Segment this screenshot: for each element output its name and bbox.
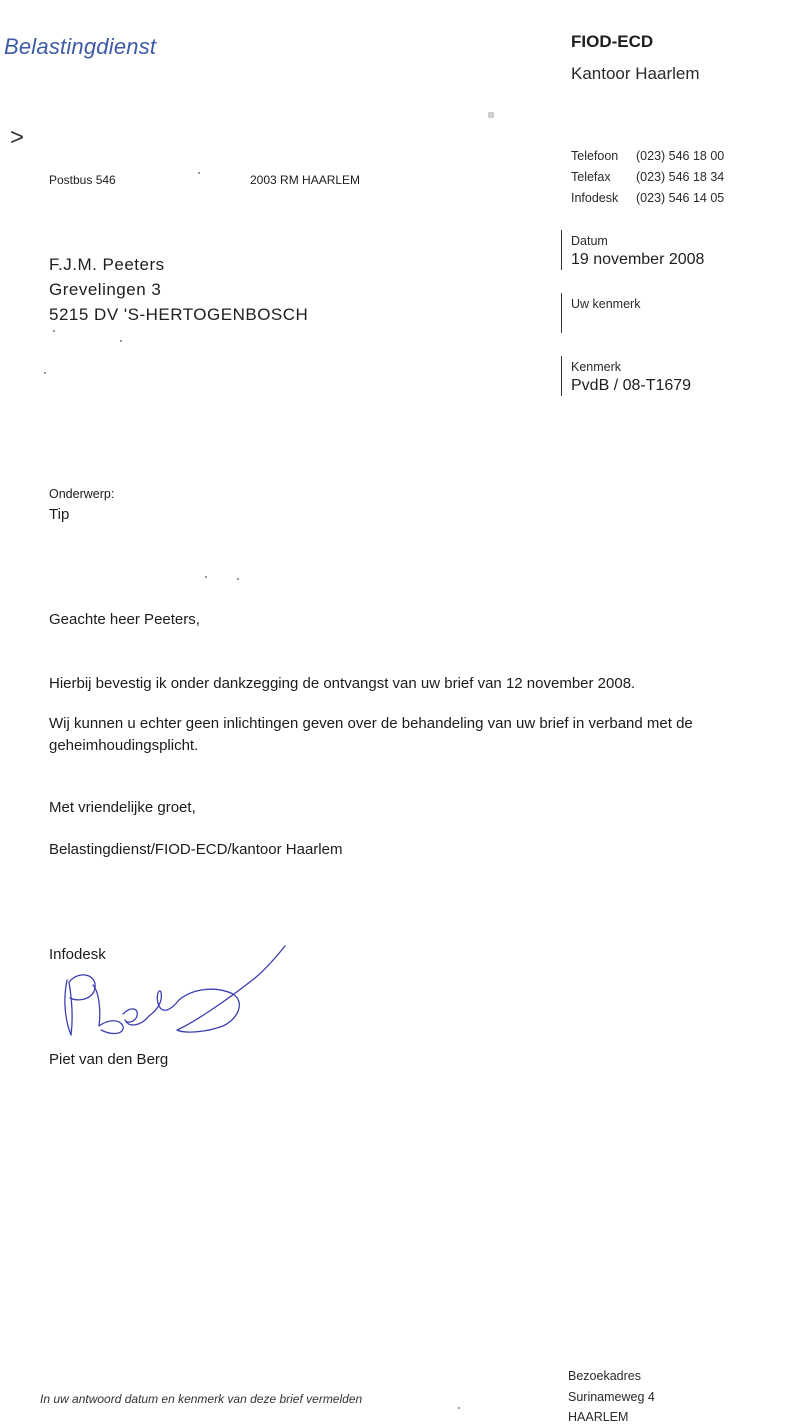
datum-label: Datum [571,234,608,248]
scan-speck [458,1407,460,1409]
datum-value: 19 november 2008 [571,251,705,268]
department: Belastingdienst/FIOD-ECD/kantoor Haarlem [49,841,343,858]
belastingdienst-logo: Belastingdienst [4,34,157,59]
office-name: Kantoor Haarlem [571,64,700,83]
sender-postbus: Postbus 546 [49,173,116,187]
uw-kenmerk-label: Uw kenmerk [571,297,641,311]
sender-postcode-city: 2003 RM HAARLEM [250,173,361,187]
meta-divider [561,293,562,333]
subject-value: Tip [49,506,70,523]
visit-label: Bezoekadres [568,1369,641,1383]
closing: Met vriendelijke groet, [49,799,196,816]
scan-speck [237,578,239,580]
scan-speck [205,576,207,578]
organisation-name: FIOD-ECD [571,32,654,51]
signer-role: Infodesk [49,946,106,963]
contact-value: (023) 546 18 34 [636,170,725,184]
scan-speck [198,172,200,174]
contact-label: Telefax [571,170,611,184]
paragraph-2-line-2: geheimhoudingsplicht. [49,737,199,754]
contact-label: Infodesk [571,191,619,205]
contact-label: Telefoon [571,149,619,163]
signer-name: Piet van den Berg [49,1051,169,1068]
salutation: Geachte heer Peeters, [49,611,200,628]
signature [55,940,295,1050]
contact-value: (023) 546 14 05 [636,191,725,205]
meta-divider [561,230,562,270]
meta-divider [561,356,562,396]
recipient-name: F.J.M. Peeters [49,255,165,274]
footer-note: In uw antwoord datum en kenmerk van deze brief vermelden [40,1392,363,1406]
visit-city: HAARLEM [568,1410,629,1424]
scan-speck [44,372,46,374]
chevron-mark-icon: > [10,124,25,151]
subject-label: Onderwerp: [49,487,115,501]
kenmerk-value: PvdB / 08-T1679 [571,377,692,394]
recipient-street: Grevelingen 3 [49,280,162,299]
scan-speck [53,330,55,332]
contact-value: (023) 546 18 00 [636,149,725,163]
paragraph-1: Hierbij bevestig ik onder dankzegging de ontvangst van uw brief van 12 november 2008. [49,675,636,692]
scan-speck [488,112,494,118]
visit-street: Surinameweg 4 [568,1390,655,1404]
paragraph-2-line-1: Wij kunnen u echter geen inlichtingen geven over de behandeling van uw brief in verband met de [49,715,693,732]
scan-speck [120,340,122,342]
kenmerk-label: Kenmerk [571,360,622,374]
recipient-city: 5215 DV 'S-HERTOGENBOSCH [49,305,309,324]
